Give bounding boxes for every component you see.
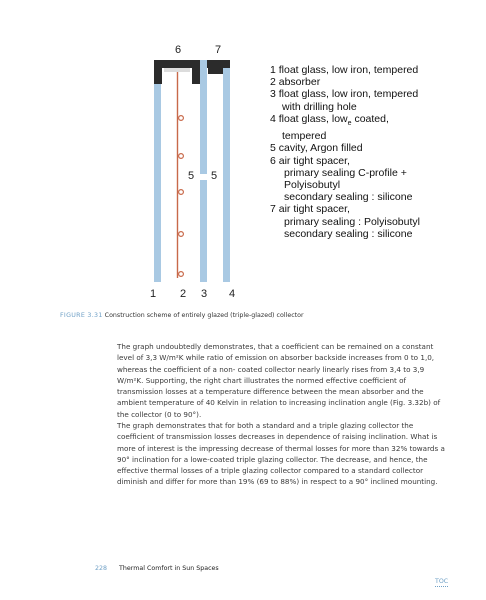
label-2: 2 xyxy=(180,288,187,300)
figure-caption-text: Construction scheme of entirely glazed (triple-glazed) collector xyxy=(104,312,304,319)
toc-link[interactable]: TOC xyxy=(435,578,449,585)
glass-pane-3 xyxy=(200,60,207,282)
figure-label: FIGURE 3.31 xyxy=(60,312,103,319)
legend-item: secondary sealing : silicone xyxy=(284,191,413,204)
label-5-right: 5 xyxy=(211,170,218,182)
drilling-hole xyxy=(200,174,207,180)
figure-legend xyxy=(270,64,480,240)
legend-item: primary sealing C-profile + xyxy=(284,166,407,179)
spacer-6-profile xyxy=(164,68,190,72)
legend-item: 1 float glass, low iron, tempered xyxy=(270,64,419,76)
legend-item: 3 float glass, low iron, tempered xyxy=(270,88,419,101)
label-6: 6 xyxy=(175,44,182,56)
absorber-tubes xyxy=(179,116,184,277)
page-number: 228 xyxy=(95,565,108,572)
legend-item: 7 air tight spacer, xyxy=(270,203,350,216)
paragraph: The graph demonstrates that for both a standard and a triple glazing collector the coefficient of transmission losses decreases in dependence of raising inclination. What is more of interest is the impressing decrease of thermal losses for more than 32% towards a 90° inclination for a lowe-coated triple glazing collector. The decrease, and hence, the effective thermal losses of a triple glazing collector compared to a standard collector diminish and differ for more than 19% (69 to 88%) in respect to a 90° inclined mounting. xyxy=(117,421,445,487)
legend-item: 6 air tight spacer, xyxy=(270,154,350,167)
glass-pane-1 xyxy=(154,60,161,282)
legend-item: secondary sealing : silicone xyxy=(284,227,413,240)
legend-item: Polyisobutyl xyxy=(284,178,341,191)
label-3: 3 xyxy=(201,288,208,300)
legend-item: tempered xyxy=(282,130,327,143)
legend-item: with drilling hole xyxy=(282,100,357,113)
collector-cross-section xyxy=(140,42,250,304)
paragraph: The graph undoubtedly demonstrates, that a coefficient can be remained on a constant level of 3,3 W/m²K while ratio of emission on absorber backside increases from 0 to 1,0, whereas the coefficient of a non- coated collector nearly linearly rises from 3,4 to 3,9 W/m²K. Supporting, the right chart illustrates the normed effective coefficient of transmission losses at a temperature difference between the mean absorber and the ambient temperature of 40 Kelvin in relation to increasing inclination angle (Fig. 3.32b) of the collector (0 to 90°). xyxy=(117,342,441,419)
label-1: 1 xyxy=(150,288,157,300)
label-4: 4 xyxy=(229,288,236,300)
page-footer xyxy=(95,565,219,572)
legend-item: 5 cavity, Argon filled xyxy=(270,142,363,155)
legend-item: 4 float glass, low$_e$ coated, xyxy=(270,112,389,127)
legend-item: primary sealing : Polyisobutyl xyxy=(284,215,420,228)
glass-pane-4 xyxy=(223,60,230,282)
running-title: Thermal Comfort in Sun Spaces xyxy=(119,565,219,572)
label-7: 7 xyxy=(215,44,222,56)
label-5-left: 5 xyxy=(188,170,195,182)
legend-item: 2 absorber xyxy=(270,76,321,89)
collector-diagram xyxy=(140,42,250,304)
figure-caption xyxy=(60,312,460,319)
